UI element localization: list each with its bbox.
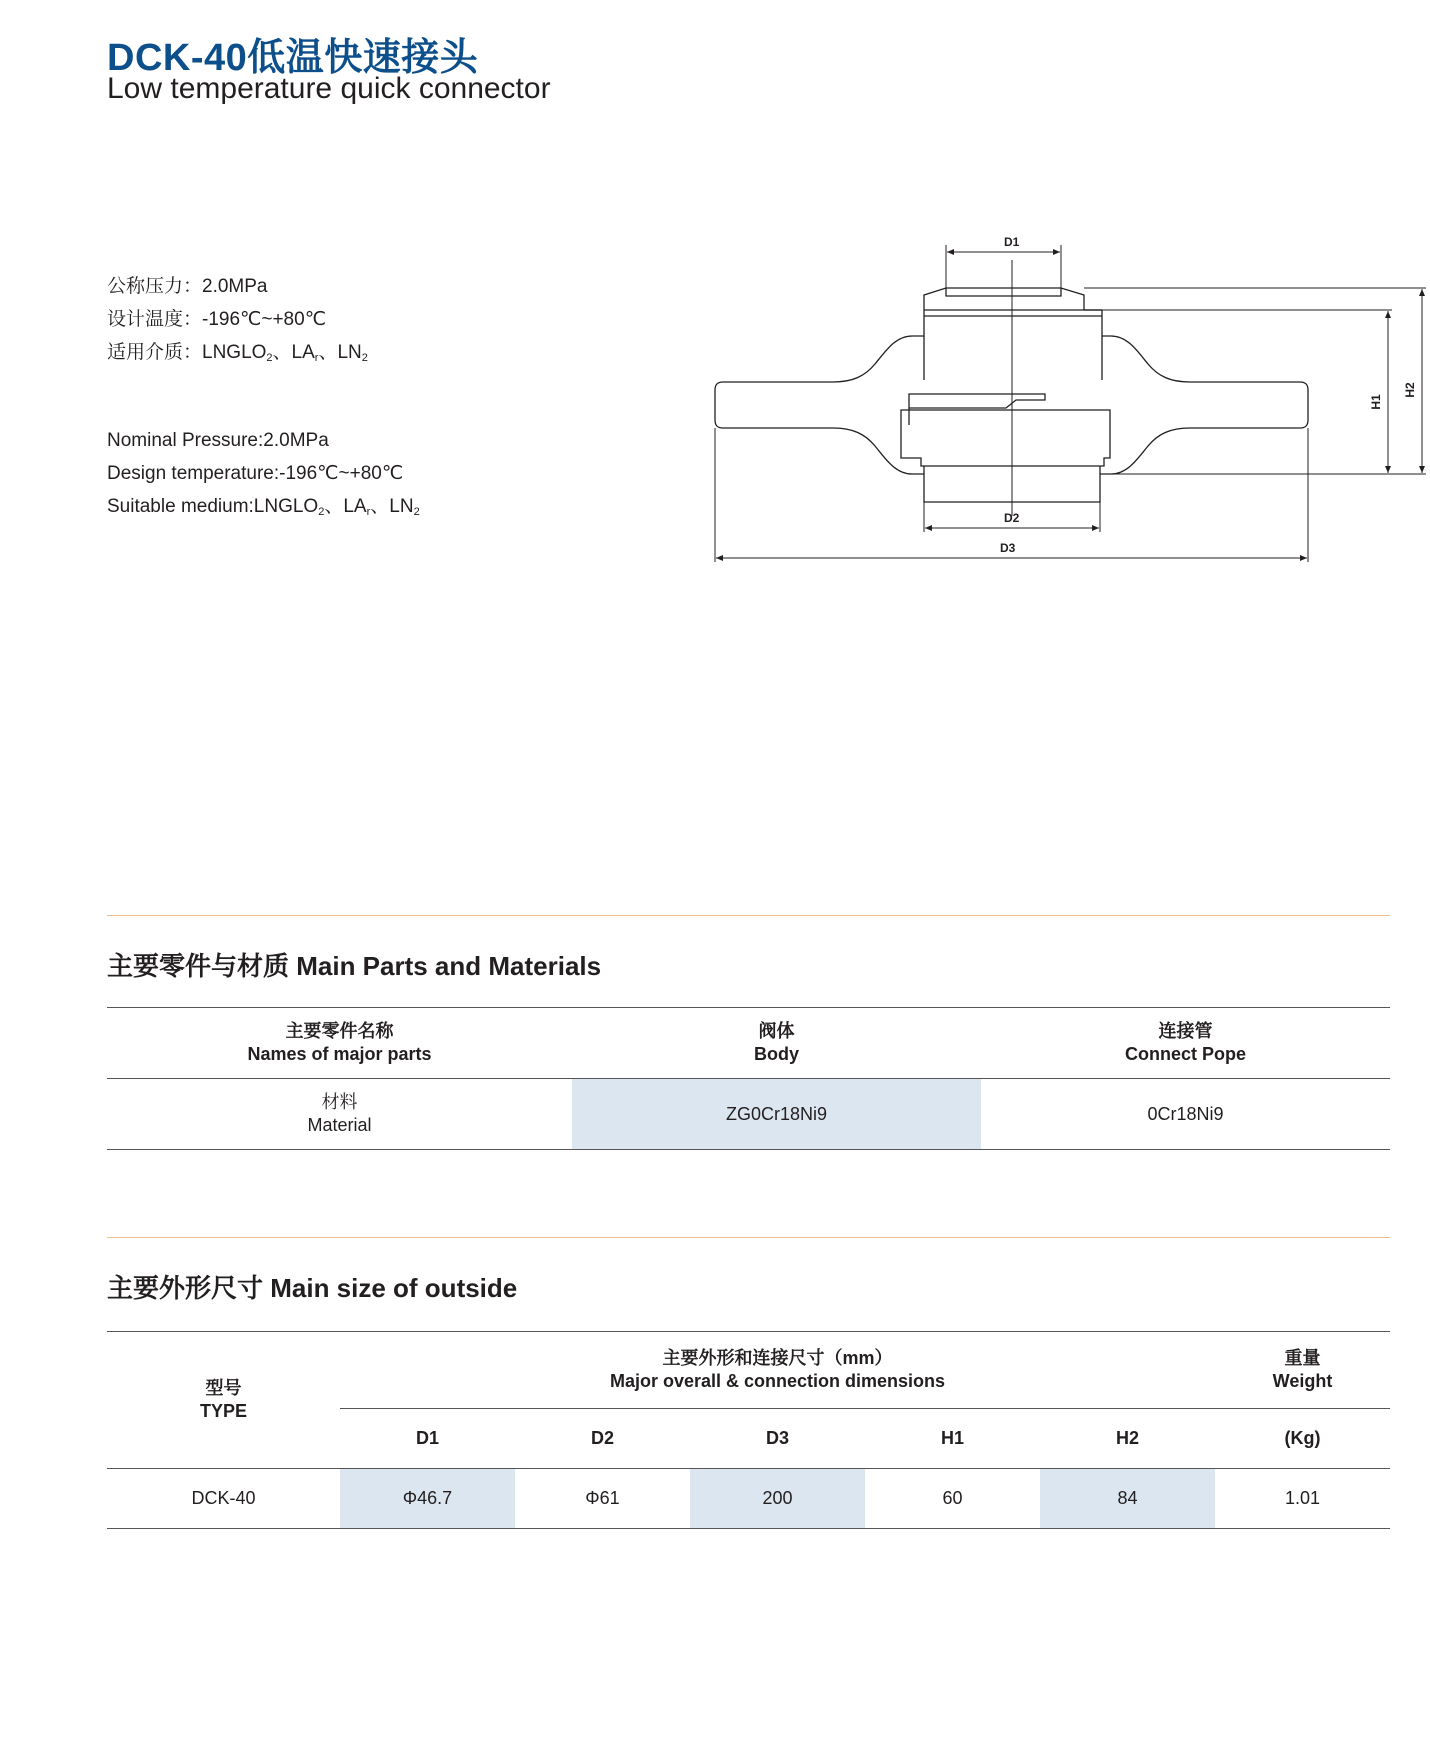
- cell-d3: 200: [690, 1469, 865, 1529]
- material-body: ZG0Cr18Ni9: [572, 1079, 981, 1150]
- cell-d2: Φ61: [585, 1488, 620, 1508]
- spec-medium-en: Suitable $medium:LNGLO_2$、$LA_r$、$LN_2$: [107, 496, 420, 518]
- cell-h1: 60: [942, 1488, 963, 1508]
- header-h1: H1: [865, 1409, 1040, 1469]
- dimensions-section-title: 主要外形尺寸 Main size of outside: [107, 1273, 518, 1303]
- header-dimensions-group: 主要外形和连接尺寸（mm） Major overall & connection dimensions: [609, 1348, 946, 1391]
- inner-collar: [901, 410, 1110, 466]
- materials-table: [107, 1007, 1390, 1150]
- section-divider: [107, 1237, 1390, 1238]
- spec-pressure-cn: 公称压力：2.0MPa: [107, 276, 268, 297]
- materials-section-title: 主要零件与材质 Main Parts and Materials: [107, 951, 602, 981]
- dimensions-row: [107, 1469, 1390, 1529]
- materials-row: [107, 1079, 1390, 1150]
- header-body: 阀体 Body: [754, 1021, 799, 1064]
- spec-temperature-en: Design temperature:-196℃~+80℃: [107, 463, 404, 484]
- spec-temperature-cn: 设计温度：-196℃~+80℃: [107, 309, 327, 330]
- product-title-en: Low temperature quick connector: [107, 72, 551, 105]
- header-d1: D1: [340, 1409, 515, 1469]
- materials-header-row: [107, 1008, 1390, 1079]
- product-title-cn: DCK-40低温快速接头: [107, 37, 479, 79]
- label-h2: H2: [1403, 382, 1417, 398]
- label-d2: D2: [1004, 511, 1020, 525]
- cell-weight: 1.01: [1284, 1488, 1321, 1508]
- inner-sleeve: [924, 310, 1102, 380]
- specs-en: [107, 424, 420, 529]
- header-d3: D3: [690, 1409, 865, 1469]
- label-d3: D3: [1000, 541, 1016, 555]
- cell-h2: 84: [1040, 1469, 1215, 1529]
- spec-pressure-en: Nominal Pressure:2.0MPa: [107, 430, 329, 451]
- material-pipe: 0Cr18Ni9: [1147, 1103, 1224, 1124]
- header-d2: D2: [515, 1409, 690, 1469]
- header-h2: H2: [1040, 1409, 1215, 1469]
- header-type: 型号 TYPE: [199, 1378, 247, 1421]
- cell-d1: Φ46.7: [340, 1469, 515, 1529]
- header-weight: 重量 Weight: [1272, 1348, 1333, 1391]
- connector-drawing: [710, 235, 1430, 630]
- specs-cn: [107, 270, 368, 375]
- dimensions-table: [107, 1331, 1390, 1529]
- section-divider: [107, 915, 1390, 916]
- material-label: 材料 Material: [307, 1092, 372, 1135]
- label-d1: D1: [1004, 235, 1020, 249]
- cell-type: DCK-40: [191, 1488, 256, 1508]
- neck-edge: [946, 288, 1061, 296]
- spec-medium-cn: 适用介质：$LNGLO_2$、$LA_r$、$LN_2$: [107, 342, 368, 364]
- label-h1: H1: [1369, 394, 1383, 410]
- dimensions-header-row: [107, 1332, 1390, 1409]
- header-parts: 主要零件名称 Names of major parts: [247, 1021, 432, 1064]
- header-pipe: 连接管 Connect Pope: [1124, 1021, 1246, 1064]
- header-weight-unit: (Kg): [1215, 1409, 1390, 1469]
